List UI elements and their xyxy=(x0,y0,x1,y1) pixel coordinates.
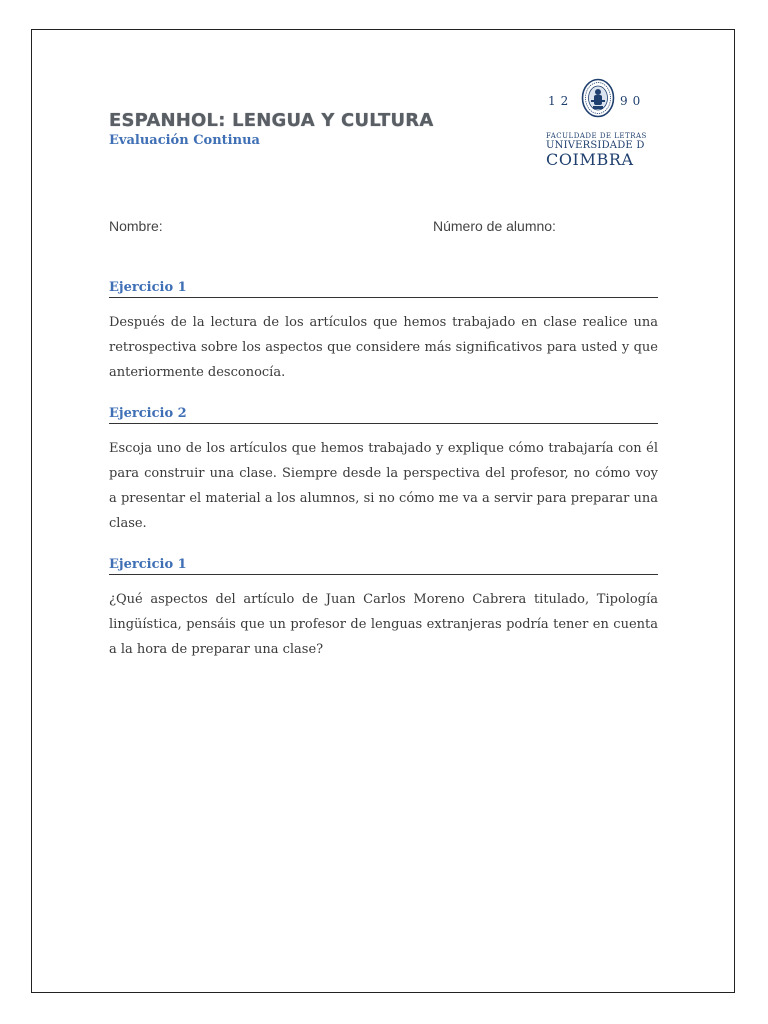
university-logo xyxy=(544,78,646,170)
exercise-body: ¿Qué aspectos del artículo de Juan Carlos Moreno Cabrera titulado, Tipología lingüística, pensáis que un profesor de lenguas extranjeras podría tener en cuenta a la hora de preparar una clase? xyxy=(109,592,658,657)
exercise-heading: Ejercicio 1 xyxy=(109,279,658,298)
logo-city-text: COIMBRA xyxy=(546,150,634,169)
exercise-body: Después de la lectura de los artículos que hemos trabajado en clase realice una retrospectiva sobre los aspectos que considere más significativos para usted y que anteriormente desconocía. xyxy=(109,315,658,380)
logo-faculty-text: FACULDADE DE LETRAS xyxy=(546,132,647,140)
name-field-label: Nombre: xyxy=(109,218,163,234)
student-number-field-label: Número de alumno: xyxy=(433,218,556,234)
logo-year-left: 12 xyxy=(548,94,574,108)
document-title: ESPANHOL: LENGUA Y CULTURA xyxy=(109,110,434,131)
exercise-heading: Ejercicio 2 xyxy=(109,405,658,424)
document-subtitle: Evaluación Continua xyxy=(109,133,260,148)
university-seal-icon xyxy=(581,78,615,118)
exercise-heading: Ejercicio 1 xyxy=(109,556,658,575)
exercise-body: Escoja uno de los artículos que hemos trabajado y explique cómo trabajaría con él para construir una clase. Siempre desde la perspectiva del profesor, no cómo voy a presentar el material a los alumnos, si no cómo me va a servir para preparar una clase. xyxy=(109,441,658,531)
logo-year-right: 90 xyxy=(620,94,646,108)
logo-university-text: UNIVERSIDADE D xyxy=(546,140,645,151)
